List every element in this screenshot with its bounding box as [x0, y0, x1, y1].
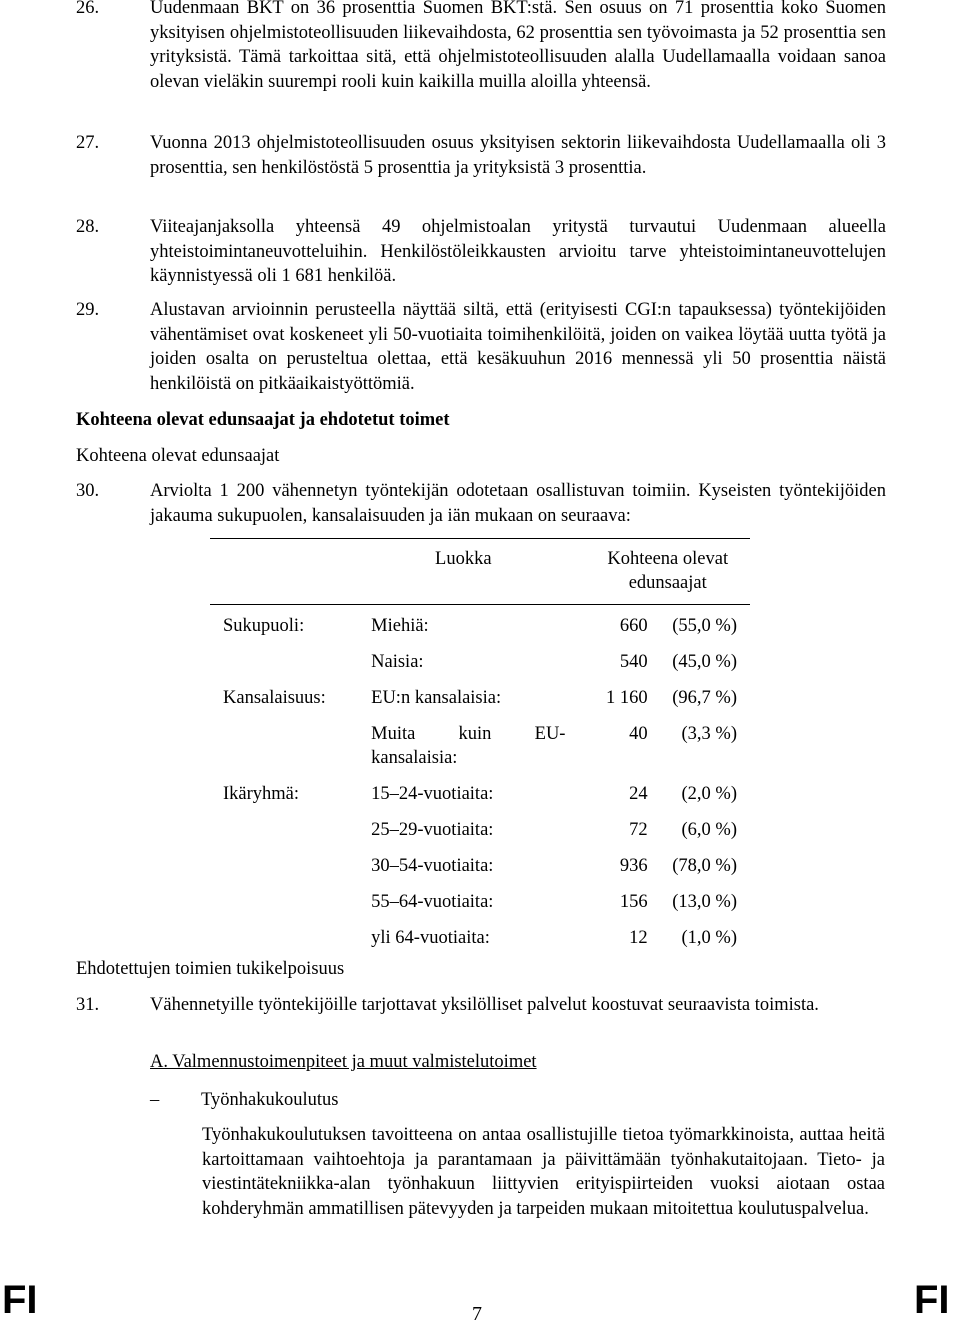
measure-a-item: [150, 1088, 338, 1112]
paragraph-28: [76, 215, 886, 289]
dash-bullet: –: [150, 1090, 160, 1110]
table-row: Sukupuoli: Miehiä: 660 (55,0 %): [223, 616, 737, 636]
paragraph-text: Vähennetyille työntekijöille tarjottavat yksilölliset palvelut koostuvat seuraavista toimista.: [150, 995, 819, 1015]
table-header-row: [210, 539, 750, 605]
paragraph-text: Vuonna 2013 ohjelmistoteollisuuden osuus yksityisen sektorin liikevaihdosta Uudellamaalla oli 3 prosenttia, sen henkilöstöstä 5 prosenttia ja yrityksistä 3 prosenttia.: [150, 133, 886, 178]
table-row: 25–29-vuotiaita: 72 (6,0 %): [371, 820, 737, 840]
paragraph-26: [76, 0, 886, 94]
paragraph-text: Arviolta 1 200 vähennetyn työntekijän odotetaan osallistuvan toimiin. Kyseisten työntekijöiden jakauma sukupuolen, kansalaisuuden ja iän mukaan on seuraava:: [150, 481, 886, 526]
paragraph-number: 29.: [76, 300, 100, 320]
paragraph-text: Alustavan arvioinnin perusteella näyttää siltä, että (erityisesti CGI:n tapauksessa) työntekijöiden vähentämiset ovat koskeneet yli 50-vuotiaita toimihenkilöitä, joiden on vaikea löytää uutta työtä ja joiden osalta on perusteltua olettaa, että kesäkuuhun 2016 mennessä yli 50 prosenttia näistä henkilöistä on pitkäaikaistyöttömiä.: [150, 300, 886, 394]
paragraph-30: [76, 479, 886, 528]
paragraph-number: 26.: [76, 0, 100, 18]
paragraph-number: 27.: [76, 133, 100, 153]
footer-language-left: FI: [2, 1278, 38, 1322]
measure-a-title: A. Valmennustoimenpiteet ja muut valmistelutoimet: [150, 1052, 537, 1072]
table-row: Muita kuin EU- kansalaisia: 40 (3,3 %): [371, 724, 737, 768]
paragraph-number: 31.: [76, 995, 100, 1015]
table-row: 55–64-vuotiaita: 156 (13,0 %): [371, 892, 737, 912]
subheading-beneficiaries: Kohteena olevat edunsaajat: [76, 446, 280, 466]
table-row: yli 64-vuotiaita: 12 (1,0 %): [371, 928, 737, 948]
row-label-line2: kansalaisia:: [371, 748, 458, 768]
paragraph-number: 30.: [76, 481, 100, 501]
table-row: Ikäryhmä: 15–24-vuotiaita: 24 (2,0 %): [223, 784, 737, 804]
paragraph-27: [76, 131, 886, 180]
measure-a-description: Työnhakukoulutuksen tavoitteena on antaa osallistujille tietoa työmarkkinoista, auttaa heitä kartoittamaan vaihtoehtoja ja parantamaan ja päivittämään työnhakutaitojaan. Tieto- ja viestintätekniikka-alan työnhakuun liittyvien erityispiirteiden vuoksi aiotaan ostaa kohderyhmän ammatillisen pätevyyden ja tarpeiden mukaan mitoitettua koulutuspalvelua.: [202, 1125, 885, 1219]
table-row: Kansalaisuus: EU:n kansalaisia: 1 160 (96,7 %): [223, 688, 737, 708]
paragraph-31: [76, 993, 886, 1018]
paragraph-29: [76, 298, 886, 396]
header-target-beneficiaries: Kohteena olevat edunsaajat: [585, 539, 750, 605]
paragraph-text: Viiteajanjaksolla yhteensä 49 ohjelmistoalan yritystä turvautui Uudenmaan alueella yhteistoimintaneuvotteluihin. Henkilöstöleikkausten arvioitu tarve yhteistoimintaneuvottelujen käynnistyessä oli 1 681 henkilöä.: [150, 217, 886, 286]
paragraph-number: 28.: [76, 217, 100, 237]
section-heading: Kohteena olevat edunsaajat ja ehdotetut toimet: [76, 410, 450, 430]
measure-item-title: Työnhakukoulutus: [201, 1090, 339, 1110]
table-row: Naisia: 540 (45,0 %): [371, 652, 737, 672]
footer-language-right: FI: [914, 1278, 950, 1322]
subheading-eligibility: Ehdotettujen toimien tukikelpoisuus: [76, 959, 345, 979]
page-number: 7: [472, 1303, 482, 1325]
row-label-line1: Muita kuin EU-: [371, 724, 566, 744]
paragraph-text: Uudenmaan BKT on 36 prosenttia Suomen BKT:stä. Sen osuus on 71 prosenttia koko Suomen yksityisen ohjelmistoteollisuuden liikevaihdosta, 62 prosenttia sen työvoimasta ja 52 prosenttia sen yrityksistä. Tämä tarkoittaa sitä, että ohjelmistoteollisuuden alalla Uudellamaalla voidaan sanoa olevan vieläkin suurempi rooli kuin kaikilla muilla aloilla yhteensä.: [150, 0, 886, 92]
table-row: 30–54-vuotiaita: 936 (78,0 %): [371, 856, 737, 876]
beneficiary-distribution-table: [210, 538, 750, 956]
header-category: Luokka: [361, 539, 585, 605]
